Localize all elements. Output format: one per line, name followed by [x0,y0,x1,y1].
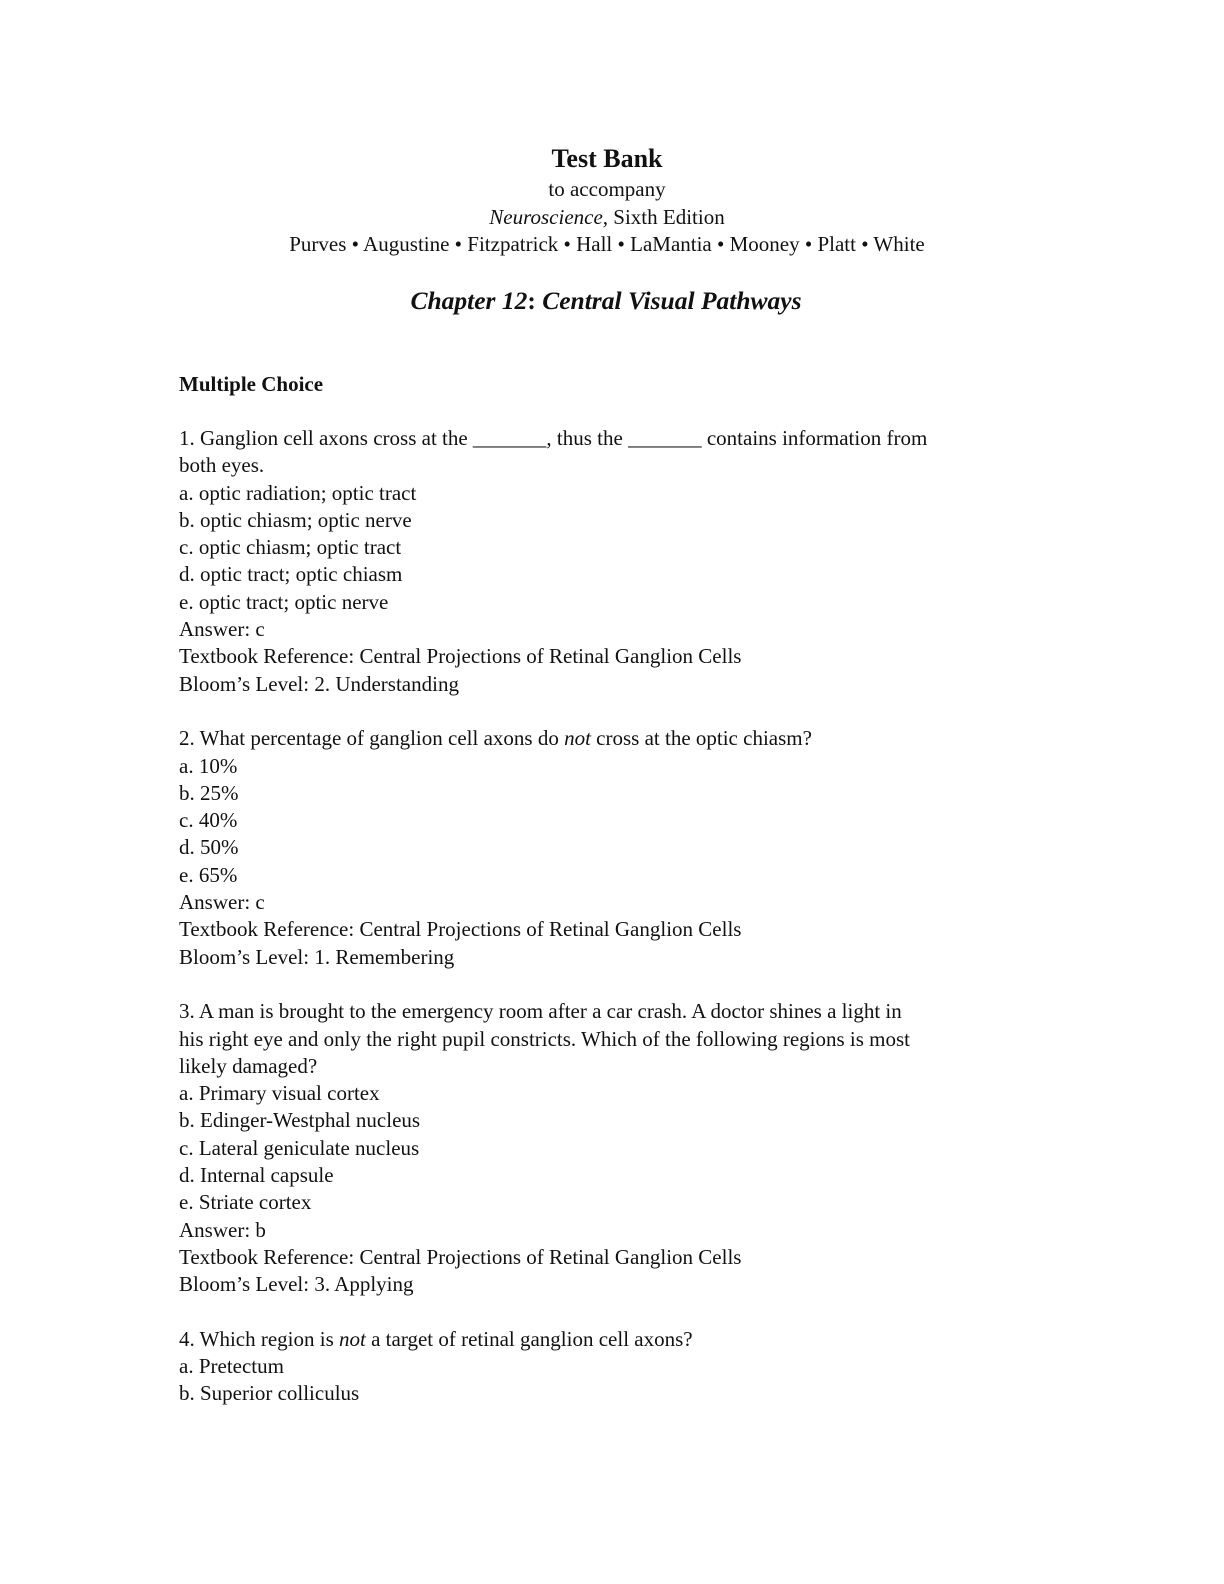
answer-option: b. optic chiasm; optic nerve [179,507,412,532]
question-stem: 1. Ganglion cell axons cross at the _______, thus the _______ contains information from [179,426,928,450]
question-stem: his right eye and only the right pupil constricts. Which of the following regions is most [179,1026,911,1051]
question-4 [179,1326,1039,1408]
blooms-level: Bloom’s Level: 2. Understanding [179,671,459,696]
textbook-reference: Textbook Reference: Central Projections of Retinal Ganglion Cells [179,1244,742,1269]
question-3 [179,998,1039,1298]
authors-line: Purves • Augustine • Fitzpatrick • Hall • LaMantia • Mooney • Platt • White [289,232,925,256]
book-title: Neuroscience, [489,204,609,229]
answer-option: d. optic tract; optic chiasm [179,562,403,587]
answer-option: a. 10% [179,753,238,778]
answer-option: b. 25% [179,780,239,805]
question-list [179,425,1039,1435]
answer-option: c. optic chiasm; optic tract [179,535,402,560]
chapter-title [0,284,1218,318]
answer-option: d. 50% [179,835,239,860]
answer-option: b. Edinger-Westphal nucleus [179,1108,421,1133]
answer-option: a. Pretectum [179,1354,284,1379]
answer-option: d. Internal capsule [179,1163,334,1188]
answer-option: a. optic radiation; optic tract [179,480,417,505]
subtitle-accompany: to accompany [548,177,666,201]
question-1 [179,425,1039,698]
blooms-level: Bloom’s Level: 1. Remembering [179,944,455,969]
stem-text: cross at the optic chiasm? [590,726,812,751]
section-heading: Multiple Choice [179,372,324,396]
answer-option: c. Lateral geniculate nucleus [179,1135,420,1160]
book-title-line [0,204,1224,232]
stem-text: a target of retinal ganglion cell axons? [365,1326,693,1351]
answer-option: b. Superior colliculus [179,1381,360,1406]
question-2 [179,725,1039,971]
answer-key: Answer: c [179,617,265,642]
answer-option: e. optic tract; optic nerve [179,589,389,614]
question-stem [179,725,1039,752]
stem-emphasis: not [564,726,591,751]
answer-key: Answer: b [179,1217,266,1242]
document-header [0,142,1224,259]
textbook-reference: Textbook Reference: Central Projections of Retinal Ganglion Cells [179,644,742,669]
question-stem: 3. A man is brought to the emergency room after a car crash. A doctor shines a light in [179,999,902,1024]
answer-key: Answer: c [179,890,265,915]
chapter-colon: : [527,286,536,315]
question-stem [179,1326,1039,1353]
stem-text: 4. Which region is [179,1326,340,1351]
textbook-reference: Textbook Reference: Central Projections of Retinal Ganglion Cells [179,917,742,942]
answer-option: c. 40% [179,808,238,833]
question-stem: likely damaged? [179,1053,318,1078]
stem-text: 2. What percentage of ganglion cell axons do [179,726,565,751]
blooms-level: Bloom’s Level: 3. Applying [179,1272,414,1297]
chapter-name: Central Visual Pathways [535,286,802,315]
book-edition: Sixth Edition [608,204,725,229]
stem-emphasis: not [339,1326,366,1351]
chapter-number: Chapter 12 [410,286,528,315]
answer-option: e. 65% [179,862,238,887]
page-title: Test Bank [551,144,663,173]
answer-option: a. Primary visual cortex [179,1081,380,1106]
question-stem: both eyes. [179,453,265,478]
answer-option: e. Striate cortex [179,1190,312,1215]
